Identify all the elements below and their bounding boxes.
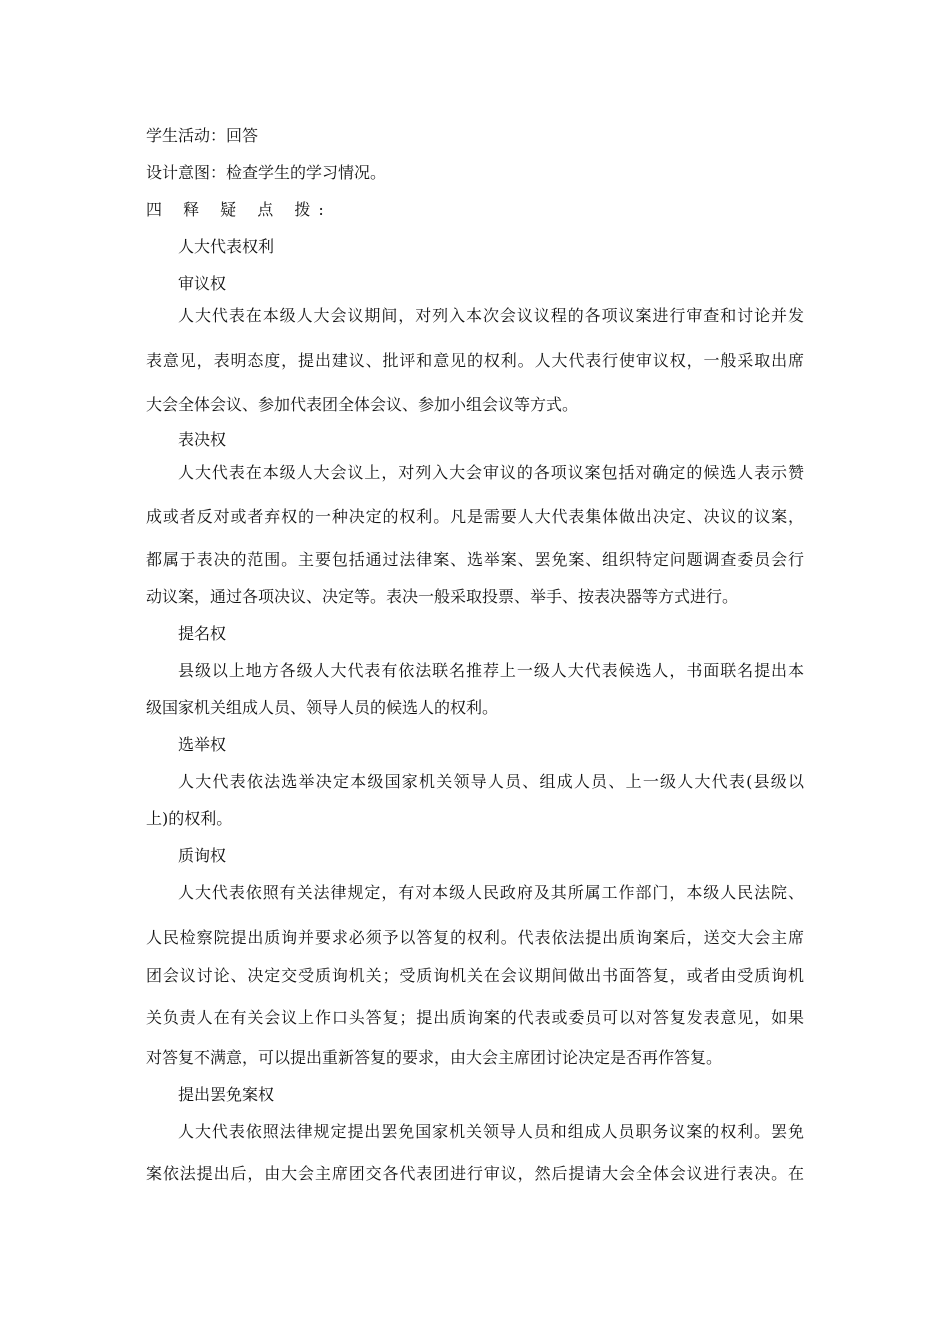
right-heading-inquiry: 质询权 — [178, 846, 227, 865]
paragraph-line: 对答复不满意，可以提出重新答复的要求，由大会主席团讨论决定是否再作答复。 — [146, 1048, 723, 1067]
paragraph-line: 人大代表依照法律规定提出罢免国家机关领导人员和组成人员职务议案的权利。罢免 — [178, 1122, 804, 1141]
paragraph-line: 成或者反对或者弃权的一种决定的权利。凡是需要人大代表集体做出决定、决议的议案， — [146, 507, 804, 526]
paragraph-line: 县级以上地方各级人大代表有依法联名推荐上一级人大代表候选人，书面联名提出本 — [178, 661, 804, 680]
subject-title: 人大代表权利 — [178, 237, 275, 256]
paragraph-line: 团会议讨论、决定交受质询机关；受质询机关在会议期间做出书面答复，或者由受质询机 — [146, 966, 804, 985]
right-heading-recall: 提出罢免案权 — [178, 1085, 275, 1104]
paragraph-line: 表意见，表明态度，提出建议、批评和意见的权利。人大代表行使审议权，一般采取出席 — [146, 351, 804, 370]
paragraph-line: 案依法提出后，由大会主席团交各代表团进行审议，然后提请大会全体会议进行表决。在 — [146, 1164, 804, 1183]
paragraph-line: 人大代表在本级人大会议上，对列入大会审议的各项议案包括对确定的候选人表示赞 — [178, 463, 804, 482]
paragraph-line: 都属于表决的范围。主要包括通过法律案、选举案、罢免案、组织特定问题调查委员会行 — [146, 550, 804, 569]
right-heading-review: 审议权 — [178, 274, 227, 293]
right-heading-vote: 表决权 — [178, 430, 227, 449]
design-intent-line: 设计意图：检查学生的学习情况。 — [146, 163, 387, 182]
right-heading-nominate: 提名权 — [178, 624, 227, 643]
paragraph-line: 人大代表依法选举决定本级国家机关领导人员、组成人员、上一级人大代表(县级以 — [178, 772, 804, 791]
paragraph-line: 大会全体会议、参加代表团全体会议、参加小组会议等方式。 — [146, 395, 579, 414]
paragraph-line: 上)的权利。 — [146, 809, 233, 828]
paragraph-line: 关负责人在有关会议上作口头答复；提出质询案的代表或委员可以对答复发表意见，如果 — [146, 1008, 804, 1027]
student-activity-line: 学生活动：回答 — [146, 126, 259, 145]
paragraph-line: 级国家机关组成人员、领导人员的候选人的权利。 — [146, 698, 499, 717]
paragraph-line: 人民检察院提出质询并要求必须予以答复的权利。代表依法提出质询案后，送交大会主席 — [146, 928, 804, 947]
paragraph-line: 人大代表在本级人大会议期间，对列入本次会议议程的各项议案进行审查和讨论并发 — [178, 306, 804, 325]
paragraph-line: 人大代表依照有关法律规定，有对本级人民政府及其所属工作部门，本级人民法院、 — [178, 883, 804, 902]
right-heading-elect: 选举权 — [178, 735, 227, 754]
paragraph-line: 动议案，通过各项决议、决定等。表决一般采取投票、举手、按表决器等方式进行。 — [146, 587, 739, 606]
section-heading: 四 释 疑 点 拨: — [146, 200, 332, 219]
